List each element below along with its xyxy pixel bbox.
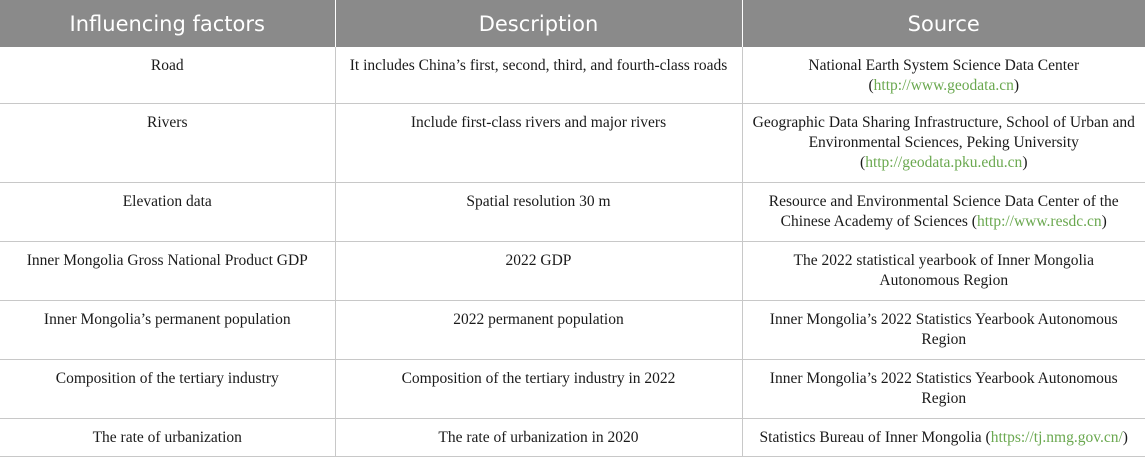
source-link[interactable]: https://tj.nmg.gov.cn/: [990, 429, 1123, 446]
source-cell: Inner Mongolia’s 2022 Statistics Yearbook Autonomous Region: [742, 301, 1145, 360]
header-row: [0, 0, 1145, 47]
header-description: Description: [335, 0, 742, 47]
source-end: ): [1101, 213, 1107, 230]
source-text: Resource and Environmental Science Data Center of the Chinese Academy of Sciences (: [768, 193, 1119, 230]
source-end: ): [1013, 77, 1020, 94]
table-row: [0, 360, 1145, 419]
source-text: National Earth System Science Data Center (: [808, 57, 1080, 94]
source-text: Statistics Bureau of Inner Mongolia (: [759, 429, 991, 446]
table-row: [0, 242, 1145, 301]
source-end: ): [1022, 154, 1028, 171]
header-source: Source: [742, 0, 1145, 47]
table-row: [0, 47, 1145, 104]
table-row: [0, 301, 1145, 360]
factor-cell: Inner Mongolia’s permanent population: [0, 301, 335, 360]
source-cell: [742, 47, 1145, 104]
source-cell: The 2022 statistical yearbook of Inner Mongolia Autonomous Region: [742, 242, 1145, 301]
factor-cell: The rate of urbanization: [0, 419, 335, 457]
description-cell: Spatial resolution 30 m: [335, 183, 742, 242]
source-cell: [742, 104, 1145, 183]
source-end: ): [1122, 429, 1128, 446]
factor-cell: Road: [0, 47, 335, 104]
description-cell: Composition of the tertiary industry in 2022: [335, 360, 742, 419]
table-row: [0, 183, 1145, 242]
source-link[interactable]: http://www.resdc.cn: [976, 213, 1102, 230]
source-link[interactable]: http://geodata.pku.edu.cn: [865, 154, 1023, 171]
description-cell: The rate of urbanization in 2020: [335, 419, 742, 457]
description-cell: 2022 permanent population: [335, 301, 742, 360]
description-cell: It includes China’s first, second, third, and fourth-class roads: [335, 47, 742, 104]
factor-cell: Rivers: [0, 104, 335, 183]
source-cell: Inner Mongolia’s 2022 Statistics Yearbook Autonomous Region: [742, 360, 1145, 419]
factor-cell: Composition of the tertiary industry: [0, 360, 335, 419]
source-cell: [742, 419, 1145, 457]
description-cell: 2022 GDP: [335, 242, 742, 301]
factor-cell: Elevation data: [0, 183, 335, 242]
factor-cell: Inner Mongolia Gross National Product GDP: [0, 242, 335, 301]
table-row: [0, 419, 1145, 457]
source-cell: [742, 183, 1145, 242]
description-cell: Include first-class rivers and major rivers: [335, 104, 742, 183]
source-link[interactable]: http://www.geodata.cn: [873, 77, 1014, 94]
header-influencing-factors: Influencing factors: [0, 0, 335, 47]
source-text: Geographic Data Sharing Infrastructure, School of Urban and Environmental Sciences, Peking University (: [752, 114, 1135, 171]
table-row: [0, 104, 1145, 183]
